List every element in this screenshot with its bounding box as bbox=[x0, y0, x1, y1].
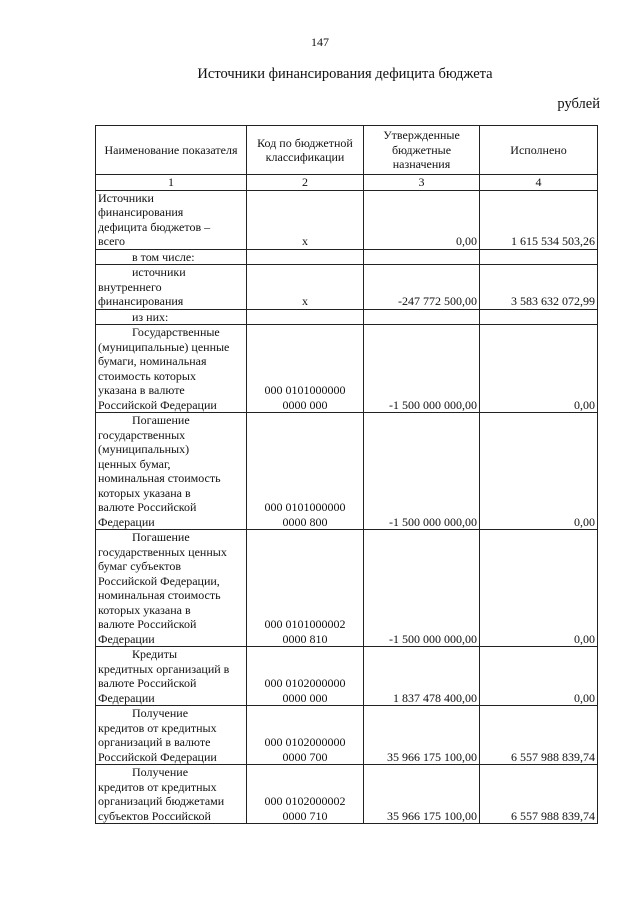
table-row bbox=[96, 190, 598, 249]
table-row bbox=[96, 413, 598, 530]
indicator-name-line: в том числе: bbox=[132, 249, 195, 264]
approved-amount-cell: -247 772 500,00 bbox=[364, 265, 480, 310]
indicator-name-line: Источники bbox=[98, 190, 154, 205]
header-budget-code: Код по бюджетной классификации bbox=[247, 126, 364, 175]
table-row bbox=[96, 249, 598, 265]
budget-code-line: 0000 700 bbox=[282, 749, 328, 764]
indicator-name-cell bbox=[96, 647, 247, 706]
budget-code-line: 000 0101000002 bbox=[264, 617, 346, 631]
table-body bbox=[96, 175, 598, 824]
indicator-name-line: валюте Российской bbox=[98, 676, 197, 690]
indicator-name-line: из них: bbox=[132, 309, 169, 324]
indicator-name-line: государственных ценных bbox=[98, 544, 227, 559]
indicator-name-cell bbox=[96, 765, 247, 824]
table-header-row bbox=[96, 126, 598, 175]
table-row bbox=[96, 706, 598, 765]
indicator-name-line: государственных bbox=[98, 427, 186, 442]
executed-amount-cell bbox=[480, 309, 598, 325]
indicator-name-line: валюте Российской bbox=[98, 617, 197, 631]
executed-amount-cell: 0,00 bbox=[480, 325, 598, 413]
budget-code-line: х bbox=[302, 234, 308, 248]
indicator-name-line: организаций бюджетами bbox=[98, 794, 225, 808]
indicator-name-line: Погашение bbox=[132, 530, 190, 544]
indicator-name-cell bbox=[96, 413, 247, 530]
budget-code-line: 0000 710 bbox=[282, 808, 328, 823]
indicator-name-line: Российской Федерации, bbox=[98, 573, 220, 588]
column-number: 3 bbox=[364, 175, 480, 191]
column-number: 2 bbox=[247, 175, 364, 191]
indicator-name-line: номинальная стоимость bbox=[98, 588, 221, 602]
indicator-name-line: Получение bbox=[132, 706, 189, 720]
budget-code-cell bbox=[247, 249, 364, 265]
table-row bbox=[96, 265, 598, 310]
table-row bbox=[96, 530, 598, 647]
approved-amount-cell bbox=[364, 309, 480, 325]
budget-code-cell bbox=[247, 190, 364, 249]
approved-amount-cell bbox=[364, 249, 480, 265]
indicator-name-line: источники bbox=[132, 265, 186, 279]
indicator-name-line: Получение bbox=[132, 765, 189, 779]
indicator-name-line: ценных бумаг, bbox=[98, 456, 171, 471]
indicator-name-line: Погашение bbox=[132, 413, 190, 427]
approved-amount-cell: 0,00 bbox=[364, 190, 480, 249]
budget-code-line: 000 0102000000 bbox=[264, 676, 346, 690]
indicator-name-line: Российской Федерации bbox=[98, 749, 217, 764]
budget-code-line: х bbox=[302, 294, 308, 308]
approved-amount-cell: -1 500 000 000,00 bbox=[364, 530, 480, 647]
header-executed-amount: Исполнено bbox=[480, 126, 598, 175]
indicator-name-line: финансирования bbox=[98, 294, 184, 308]
budget-code-cell bbox=[247, 706, 364, 765]
indicator-name-cell bbox=[96, 706, 247, 765]
indicator-name-line: субъектов Российской bbox=[98, 808, 211, 823]
indicator-name-cell bbox=[96, 249, 247, 265]
approved-amount-cell: -1 500 000 000,00 bbox=[364, 325, 480, 413]
approved-amount-cell: 35 966 175 100,00 bbox=[364, 765, 480, 824]
indicator-name-line: кредитных организаций в bbox=[98, 661, 230, 676]
indicator-name-line: указана в валюте bbox=[98, 383, 185, 397]
indicator-name-cell bbox=[96, 325, 247, 413]
executed-amount-cell: 3 583 632 072,99 bbox=[480, 265, 598, 310]
indicator-name-line: которых указана в bbox=[98, 602, 191, 617]
executed-amount-cell: 0,00 bbox=[480, 413, 598, 530]
indicator-name-line: Федерации bbox=[98, 514, 155, 529]
approved-amount-cell: 1 837 478 400,00 bbox=[364, 647, 480, 706]
executed-amount-cell: 0,00 bbox=[480, 530, 598, 647]
table-row bbox=[96, 325, 598, 413]
indicator-name-line: Федерации bbox=[98, 631, 155, 646]
indicator-name-cell bbox=[96, 265, 247, 310]
header-indicator-name: Наименование показателя bbox=[96, 126, 247, 175]
indicator-name-line: Российской Федерации bbox=[98, 397, 217, 412]
budget-code-cell bbox=[247, 765, 364, 824]
budget-code-line: 0000 000 bbox=[282, 397, 328, 412]
approved-amount-cell: 35 966 175 100,00 bbox=[364, 706, 480, 765]
budget-code-cell bbox=[247, 530, 364, 647]
executed-amount-cell bbox=[480, 249, 598, 265]
indicator-name-line: Государственные bbox=[132, 325, 220, 339]
budget-code-cell bbox=[247, 325, 364, 413]
indicator-name-line: которых указана в bbox=[98, 485, 191, 500]
executed-amount-cell: 0,00 bbox=[480, 647, 598, 706]
table-row bbox=[96, 309, 598, 325]
column-number-row bbox=[96, 175, 598, 191]
indicator-name-line: (муниципальных) bbox=[98, 442, 190, 456]
header-approved-amount: Утвержденные бюджетные назначения bbox=[364, 126, 480, 175]
budget-code-line: 0000 000 bbox=[282, 690, 328, 705]
indicator-name-line: внутреннего bbox=[98, 279, 162, 294]
budget-code-cell bbox=[247, 265, 364, 310]
budget-code-cell bbox=[247, 309, 364, 325]
budget-code-cell bbox=[247, 413, 364, 530]
indicator-name-line: валюте Российской bbox=[98, 500, 197, 514]
indicator-name-line: кредитов от кредитных bbox=[98, 720, 217, 735]
budget-code-line: 000 0101000000 bbox=[264, 383, 346, 397]
financing-sources-table bbox=[95, 125, 598, 824]
budget-code-line: 0000 800 bbox=[282, 514, 328, 529]
indicator-name-line: бумаг субъектов bbox=[98, 559, 182, 573]
indicator-name-line: Федерации bbox=[98, 690, 155, 705]
budget-code-line: 000 0102000002 bbox=[264, 794, 346, 808]
currency-unit: рублей bbox=[557, 96, 600, 112]
indicator-name-line: кредитов от кредитных bbox=[98, 779, 217, 794]
indicator-name-cell bbox=[96, 309, 247, 325]
executed-amount-cell: 1 615 534 503,26 bbox=[480, 190, 598, 249]
budget-code-line: 000 0102000000 bbox=[264, 735, 346, 749]
indicator-name-line: финансирования bbox=[98, 205, 184, 219]
indicator-name-line: номинальная стоимость bbox=[98, 471, 221, 485]
indicator-name-line: дефицита бюджетов – bbox=[98, 219, 211, 234]
indicator-name-cell bbox=[96, 530, 247, 647]
document-title: Источники финансирования дефицита бюджета bbox=[197, 66, 493, 82]
column-number: 1 bbox=[96, 175, 247, 191]
indicator-name-line: всего bbox=[98, 234, 126, 248]
table-row bbox=[96, 647, 598, 706]
executed-amount-cell: 6 557 988 839,74 bbox=[480, 706, 598, 765]
indicator-name-line: (муниципальные) ценные bbox=[98, 339, 230, 354]
indicator-name-line: организаций в валюте bbox=[98, 735, 211, 749]
page-number: 147 bbox=[311, 35, 329, 49]
indicator-name-cell bbox=[96, 190, 247, 249]
executed-amount-cell: 6 557 988 839,74 bbox=[480, 765, 598, 824]
table-row bbox=[96, 765, 598, 824]
indicator-name-line: Кредиты bbox=[132, 647, 178, 661]
budget-code-line: 0000 810 bbox=[282, 631, 328, 646]
approved-amount-cell: -1 500 000 000,00 bbox=[364, 413, 480, 530]
indicator-name-line: бумаги, номинальная bbox=[98, 354, 207, 368]
indicator-name-line: стоимость которых bbox=[98, 368, 196, 383]
column-number: 4 bbox=[480, 175, 598, 191]
budget-code-line: 000 0101000000 bbox=[264, 500, 346, 514]
budget-code-cell bbox=[247, 647, 364, 706]
